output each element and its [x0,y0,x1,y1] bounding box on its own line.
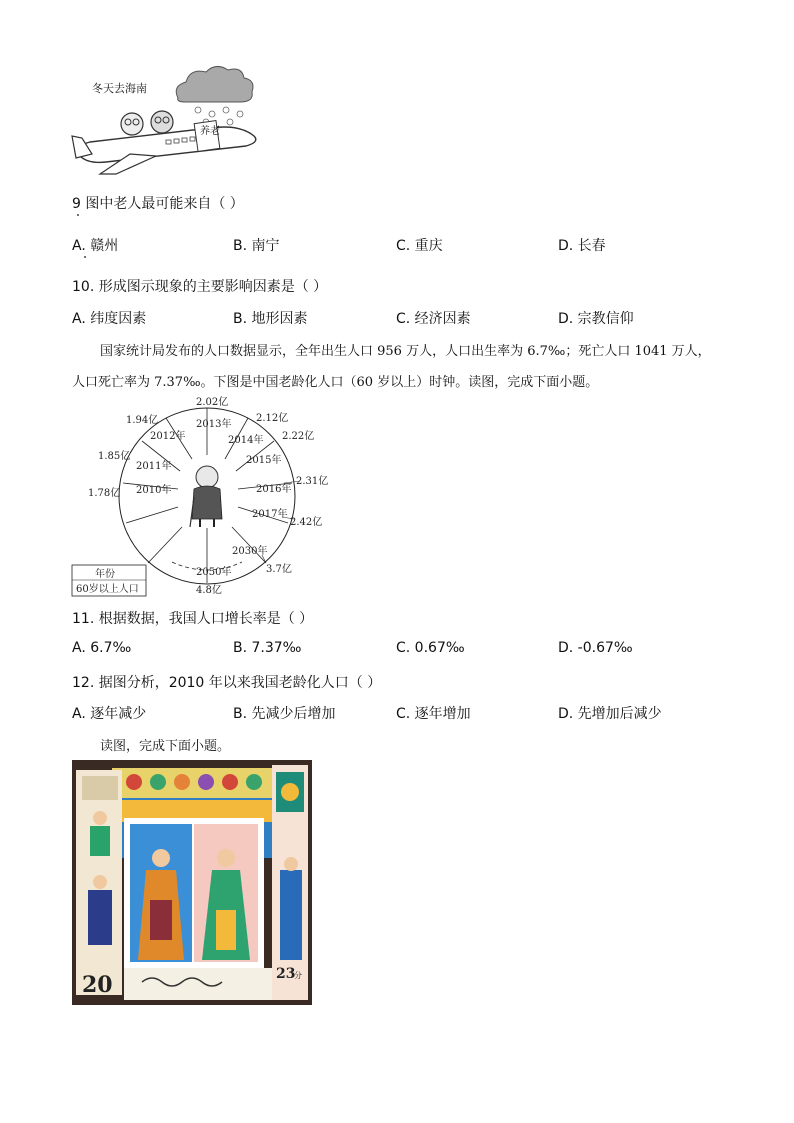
q12-option-c[interactable]: C. 逐年增加 [396,706,471,722]
retirement-travel-cartoon [70,58,265,180]
clock-year-label: 2010年 [136,485,172,496]
q9-option-c[interactable]: C. 重庆 [396,238,443,254]
q11-option-c[interactable]: C. 0.67‰ [396,640,465,656]
q9-option-b[interactable]: B. 南宁 [233,238,280,254]
question-9-stem: 9 图中老人最可能来自（ ） [72,196,244,212]
clock-population-value: 3.7亿 [266,564,292,575]
marker-dot [84,256,86,258]
question-12-stem: 12. 据图分析，2010 年以来我国老龄化人口（ ） [72,675,382,691]
clock-population-value: 2.42亿 [290,517,323,528]
question-10-stem: 10. 形成图示现象的主要影响因素是（ ） [72,279,328,295]
clock-year-label: 2011年 [136,461,172,472]
aging-population-clock [70,393,345,598]
stamp-value-left: 20 [82,972,113,998]
clock-year-label: 2030年 [232,546,268,557]
clock-population-value: 1.94亿 [126,415,159,426]
q11-option-b[interactable]: B. 7.37‰ [233,640,302,656]
stamp-value-right: 23 [276,966,296,982]
cartoon-caption: 冬天去海南 [92,82,147,95]
legend-year-label: 年份 [95,569,115,580]
passage-line-2: 人口死亡率为 7.37‰。下图是中国老龄化人口（60 岁以上）时钟。读图，完成下面小题。 [72,375,599,390]
clock-year-label: 2015年 [246,455,282,466]
legend-population-label: 60岁以上人口 [76,584,139,595]
q9-option-a[interactable]: A. 赣州 [72,238,119,254]
q10-option-c[interactable]: C. 经济因素 [396,311,471,327]
marker-dot [77,214,79,216]
clock-population-value: 2.31亿 [296,476,329,487]
clock-year-label: 2017年 [252,509,288,520]
clock-population-value: 1.78亿 [88,488,121,499]
ethnic-costume-stamps [72,760,312,1005]
q10-option-b[interactable]: B. 地形因素 [233,311,308,327]
q10-option-d[interactable]: D. 宗教信仰 [558,311,634,327]
clock-population-value: 2.12亿 [256,413,289,424]
question-11-stem: 11. 根据数据，我国人口增长率是（ ） [72,611,314,627]
passage-2: 读图，完成下面小题。 [100,739,231,754]
q9-option-d[interactable]: D. 长春 [558,238,606,254]
clock-year-label: 2050年 [196,567,232,578]
cartoon-sign: 养老 [200,126,220,137]
clock-year-label: 2012年 [150,431,186,442]
clock-population-value: 1.85亿 [98,451,131,462]
q10-option-a[interactable]: A. 纬度因素 [72,311,147,327]
clock-year-label: 2016年 [256,484,292,495]
q12-option-a[interactable]: A. 逐年减少 [72,706,147,722]
q11-option-a[interactable]: A. 6.7‰ [72,640,132,656]
clock-year-label: 2013年 [196,419,232,430]
passage-line-1: 国家统计局发布的人口数据显示，全年出生人口 956 万人，人口出生率为 6.7‰；死亡人口 1041 万人， [100,344,711,359]
q11-option-d[interactable]: D. -0.67‰ [558,640,633,656]
q12-option-b[interactable]: B. 先减少后增加 [233,706,336,722]
clock-population-value: 2.22亿 [282,431,315,442]
clock-year-label: 2014年 [228,435,264,446]
clock-population-value: 2.02亿 [196,397,229,408]
q12-option-d[interactable]: D. 先增加后减少 [558,706,662,722]
elderly-person-icon [190,466,222,527]
clock-population-value: 4.8亿 [196,585,222,596]
stamp-value-right-unit: 分 [294,971,302,980]
